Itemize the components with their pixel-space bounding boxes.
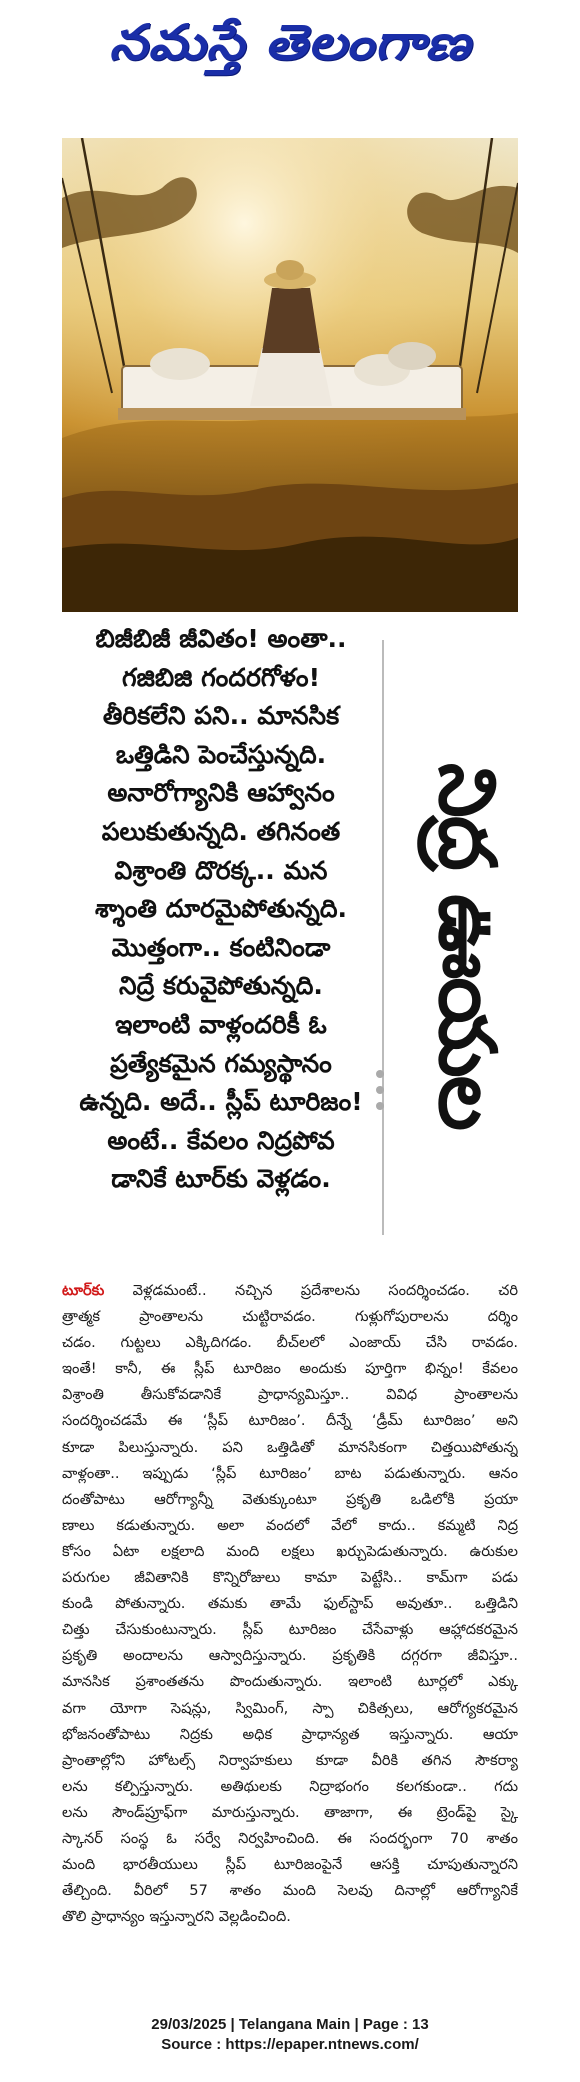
body-line: త్రాత్మక ప్రాంతాలను చుట్టిరావడం. గుళ్లుగోపురాలను దర్శిం xyxy=(62,1308,518,1326)
lead-line: అనారోగ్యానికి ఆహ్వానం xyxy=(107,778,335,808)
body-line: లను కల్పిస్తున్నారు. అతిథులకు నిద్రాభంగం కలగకుండా.. గదు xyxy=(62,1777,518,1795)
body-line: కుండి పోతున్నారు. తమకు తామే ఫుల్‌స్టాప్ అవుతూ.. ఒత్తిడిని xyxy=(62,1595,518,1613)
article-body xyxy=(62,1278,518,1930)
lead-line: నిద్రే కరువైపోతున్నది. xyxy=(119,971,323,1001)
footer-source: Source : https://epaper.ntnews.com/ xyxy=(161,2036,419,2053)
body-line: విశ్రాంతి తీసుకోవడానికే ప్రాధాన్యమిస్తూ.. వివిధ ప్రాంతాలను xyxy=(62,1386,518,1404)
body-line: తొలి ప్రాధాన్యం ఇస్తున్నారని వెల్లడించింది. xyxy=(62,1908,291,1926)
footer-dateline: 29/03/2025 | Telangana Main | Page : 13 xyxy=(151,2016,429,2033)
body-line: భోజనంతోపాటు నిద్రకు అధిక ప్రాధాన్యత ఇస్తున్నారు. ఆయా xyxy=(62,1725,518,1743)
divider-dot xyxy=(376,1102,384,1110)
lead-line: ఒత్తిడిని పెంచేస్తున్నది. xyxy=(115,739,327,769)
body-line: చడం. గుట్టలు ఎక్కిదిగడం. బీచ్‌లలో ఎంజాయ్ చేసి రావడం. xyxy=(62,1334,518,1352)
body-line: సందర్శించడమే ఈ ‘స్లీప్ టూరిజం’. దీన్నే ‘డ్రీమ్ టూరిజం’ అని xyxy=(62,1412,518,1430)
masthead xyxy=(0,8,580,88)
body-first-line-rest: వెళ్లడమంటే.. నచ్చిన ప్రదేశాలను సందర్శించడం. చరి xyxy=(104,1282,518,1299)
masthead-title: నమస్తే తెలంగాణ xyxy=(109,13,471,71)
body-line: ప్రకృతి అందాలను ఆస్వాదిస్తున్నారు. ప్రకృతికి దగ్గరగా జీవిస్తూ.. xyxy=(62,1647,518,1665)
divider-dot xyxy=(376,1070,384,1078)
vertical-headline xyxy=(392,628,522,1263)
body-line: ణాలు కడుతున్నారు. అలా వందలో వేలో కాదు.. కమ్మటి నిద్ర xyxy=(62,1516,518,1534)
lead-line: మొత్తంగా.. కంటినిండా xyxy=(111,932,331,962)
lead-line: శ్శాంతి దూరమైపోతున్నది. xyxy=(95,894,347,924)
body-line: కూడా పిలుస్తున్నారు. పని ఒత్తిడితో మానసికంగా చిత్తయిపోతున్న xyxy=(62,1438,518,1456)
woman-on-hanging-bed-photo xyxy=(62,138,518,612)
article-photo xyxy=(62,138,518,612)
lead-paragraph xyxy=(62,620,380,1260)
lead-line: విశ్రాంతి దొరక్క.. మన xyxy=(114,855,328,885)
body-line: స్కానర్ సంస్థ ఓ సర్వే నిర్వహించింది. ఈ సందర్భంగా 70 శాతం xyxy=(62,1829,518,1847)
body-line: పరుగుల జీవితానికి కొన్నిరోజులు కామా పెట్టేసి.. కామ్‌గా పడు xyxy=(62,1569,518,1587)
lead-line: డానికే టూర్‌కు వెళ్లడం. xyxy=(111,1164,331,1194)
body-line: వగా యోగా సెషన్లు, స్విమింగ్, స్పా చికిత్సలు, ఆరోగ్యకరమైన xyxy=(62,1699,518,1717)
lead-line: గజిబిజి గందరగోళం! xyxy=(122,662,320,692)
lead-line: ఉన్నది. అదే.. స్లీప్ టూరిజం! xyxy=(79,1087,363,1117)
body-line: లను సౌండ్‌ప్రూఫ్‌గా మారుస్తున్నారు. తాజాగా, ఈ ట్రెండ్‌పై స్కై xyxy=(62,1803,518,1821)
lead-line: ప్రత్యేకమైన గమ్యస్థానం xyxy=(110,1048,332,1078)
body-line: చిత్తు చేసుకుంటున్నారు. స్లీప్ టూరిజం చేసేవాళ్లు ఆహ్లాదకరమైన xyxy=(62,1621,518,1639)
lead-line: బిజీబిజీ జీవితం! అంతా.. xyxy=(95,624,347,653)
headline-text: నిద్ర ఊయల xyxy=(421,762,512,1129)
kicker: టూర్‌కు xyxy=(62,1282,105,1299)
lead-line: పలుకుతున్నది. తగినంత xyxy=(101,816,341,846)
column-divider xyxy=(382,640,384,1235)
lead-line: తీరికలేని పని.. మానసిక xyxy=(102,701,340,731)
lead-line: అంటే.. కేవలం నిద్రపోవ xyxy=(107,1125,335,1155)
footer xyxy=(0,2015,580,2055)
body-line: మానసిక ప్రశాంతతను పొందుతున్నారు. ఇలాంటి టూర్లలో ఎక్కు xyxy=(62,1673,518,1691)
body-line: మంది భారతీయులు స్లీప్ టూరిజంపైనే ఆసక్తి చూపుతున్నారని xyxy=(62,1856,518,1874)
body-first-line xyxy=(62,1278,518,1304)
body-line: తేల్చింది. వీరిలో 57 శాతం మంది సెలవు దినాల్లో ఆరోగ్యానికే xyxy=(62,1882,518,1900)
lead-line: ఇలాంటి వాళ్లందరికీ ఓ xyxy=(115,1009,327,1039)
body-line: వాళ్లంతా.. ఇప్పుడు ‘స్లీప్ టూరిజం’ బాట పడుతున్నారు. ఆనం xyxy=(62,1464,518,1482)
divider-dot xyxy=(376,1086,384,1094)
body-line: కోసం ఏటా లక్షలాది మంది లక్షలు ఖర్చుపెడుతున్నారు. ఉరుకుల xyxy=(62,1542,518,1560)
body-line: ప్రాంతాల్లోని హోటల్స్ నిర్వాహకులు కూడా వీరికి తగిన సౌకర్యా xyxy=(62,1751,518,1769)
body-line: దంతోపాటు ఆరోగ్యాన్నీ వెతుక్కుంటూ ప్రకృతి ఒడిలోకి ప్రయా xyxy=(62,1490,518,1508)
body-line: ఇంతే! కానీ, ఈ స్లీప్ టూరిజం అందుకు పూర్తిగా భిన్నం! కేవలం xyxy=(62,1360,518,1378)
